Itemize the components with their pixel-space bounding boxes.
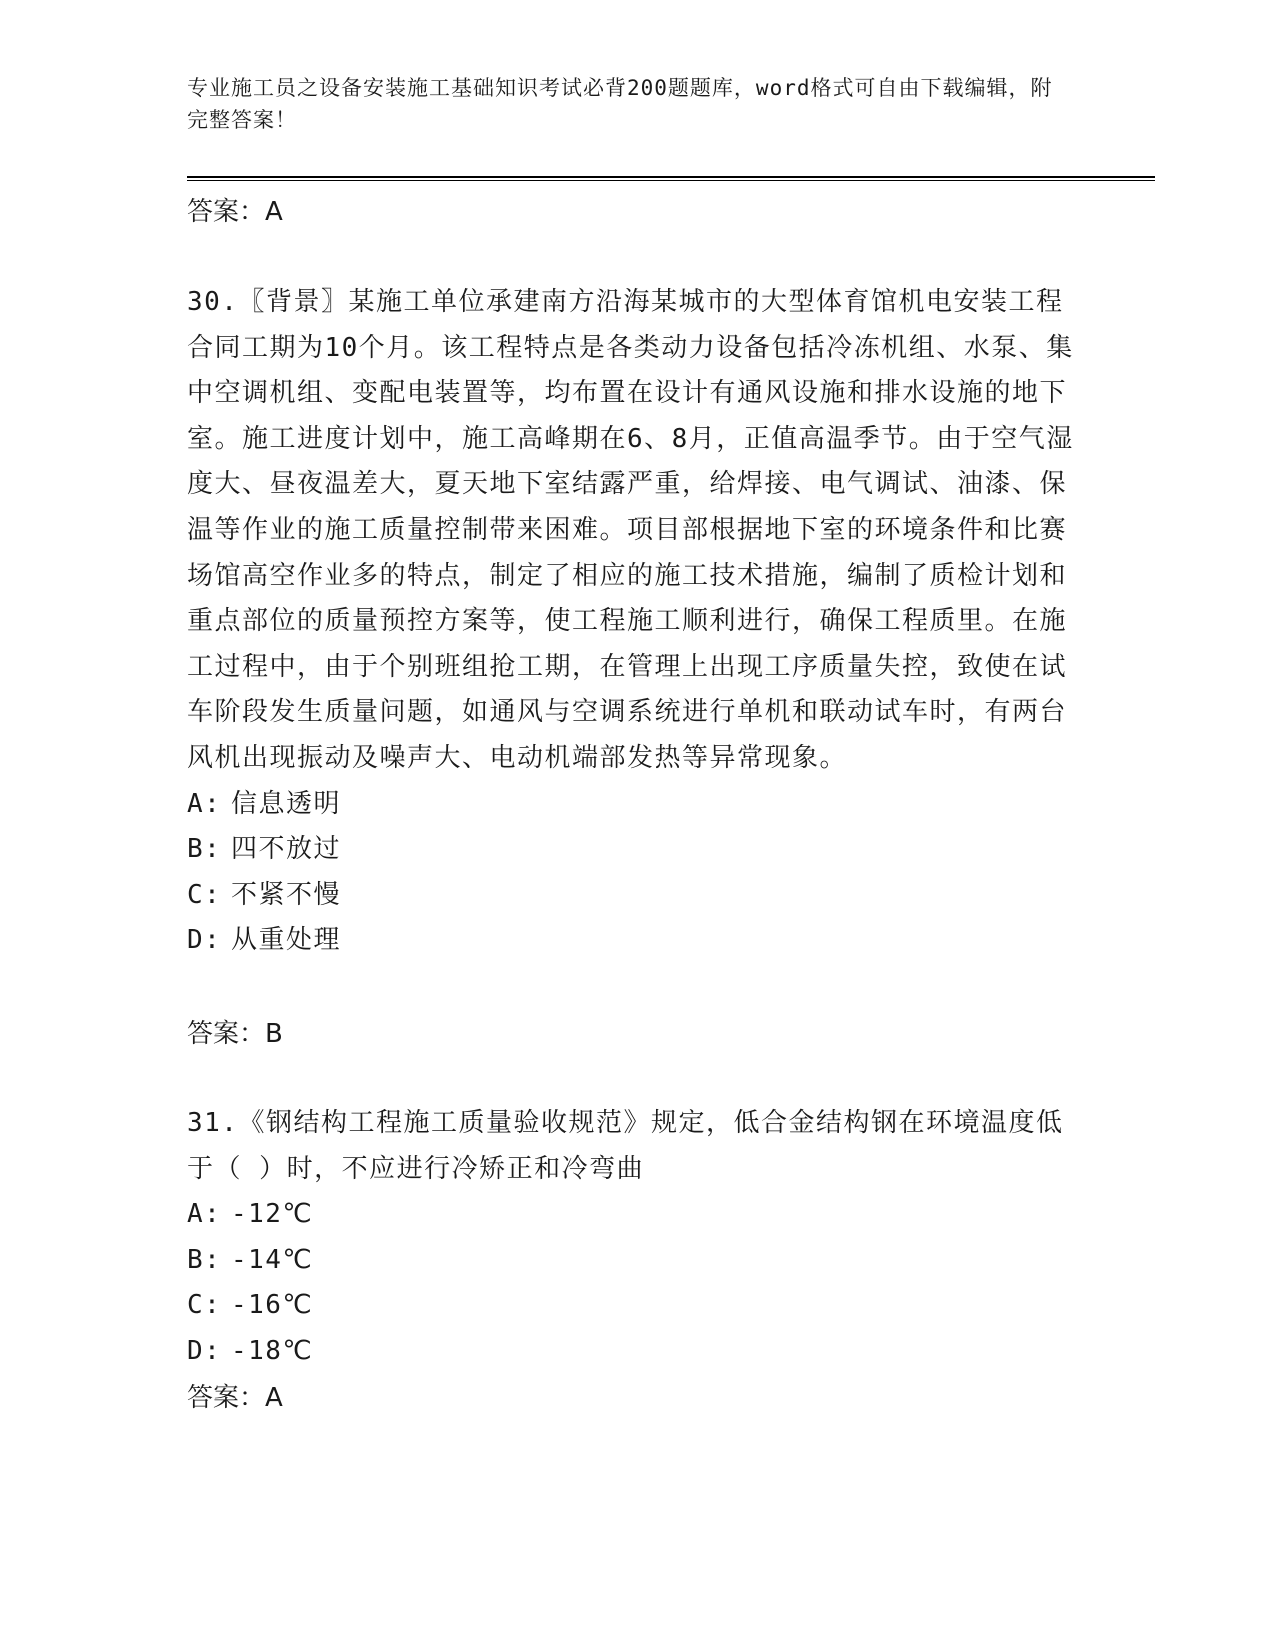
- option-list: [187, 782, 1087, 964]
- option-text: 信息透明: [231, 788, 342, 819]
- option-c: [187, 873, 1087, 919]
- option-text: -12℃: [231, 1199, 314, 1230]
- option-d: [187, 918, 1087, 964]
- option-list: [187, 1192, 1087, 1374]
- option-key: C:: [187, 1290, 222, 1321]
- option-d: [187, 1329, 1087, 1375]
- option-key: D:: [187, 1335, 222, 1366]
- option-text: 不紧不慢: [231, 879, 342, 910]
- page-header: 专业施工员之设备安装施工基础知识考试必背200题题库，word格式可自由下载编辑，附完整答案！: [187, 76, 1053, 132]
- answer-label: 答案：: [187, 197, 266, 227]
- question-31: [187, 1101, 1087, 1375]
- option-key: B:: [187, 1244, 222, 1275]
- option-key: C:: [187, 879, 222, 910]
- option-c: [187, 1283, 1087, 1329]
- option-key: A:: [187, 788, 222, 819]
- answer-line: [187, 1018, 283, 1050]
- option-text: -16℃: [231, 1290, 314, 1321]
- option-text: 从重处理: [231, 925, 342, 956]
- option-key: A:: [187, 1199, 222, 1230]
- option-text: -14℃: [231, 1244, 314, 1275]
- answer-label: 答案：: [187, 1383, 266, 1413]
- option-b: [187, 1238, 1087, 1284]
- option-a: [187, 1192, 1087, 1238]
- option-key: B:: [187, 834, 222, 865]
- answer-line: [187, 1382, 283, 1414]
- header-divider: [187, 176, 1155, 181]
- question-30: [187, 280, 1087, 964]
- option-text: 四不放过: [231, 834, 342, 865]
- answer-label: 答案：: [187, 1019, 266, 1049]
- question-stem: 30.〖背景〗某施工单位承建南方沿海某城市的大型体育馆机电安装工程合同工期为10个月。该工程特点是各类动力设备包括冷冻机组、水泵、集中空调机组、变配电装置等，均布置在设计有通风设施和排水设施的地下室。施工进度计划中，施工高峰期在6、8月，正值高温季节。由于空气湿度大、昼夜温差大，夏天地下室结露严重，给焊接、电气调试、油漆、保温等作业的施工质量控制带来困难。项目部根据地下室的环境条件和比赛场馆高空作业多的特点，制定了相应的施工技术措施，编制了质检计划和重点部位的质量预控方案等，使工程施工顺利进行，确保工程质里。在施工过程中，由于个别班组抢工期，在管理上出现工序质量失控，致使在试车阶段发生质量问题，如通风与空调系统进行单机和联动试车时，有两台风机出现振动及噪声大、电动机端部发热等异常现象。: [187, 287, 1074, 773]
- option-key: D:: [187, 925, 222, 956]
- answer-line: [187, 196, 283, 228]
- answer-value: A: [265, 1383, 283, 1413]
- option-b: [187, 827, 1087, 873]
- option-a: [187, 782, 1087, 828]
- option-text: -18℃: [231, 1335, 314, 1366]
- answer-value: A: [265, 197, 283, 227]
- answer-value: B: [265, 1019, 283, 1049]
- question-stem: 31.《钢结构工程施工质量验收规范》规定，低合金结构钢在环境温度低于（ ）时，不应进行冷矫正和冷弯曲: [187, 1108, 1064, 1184]
